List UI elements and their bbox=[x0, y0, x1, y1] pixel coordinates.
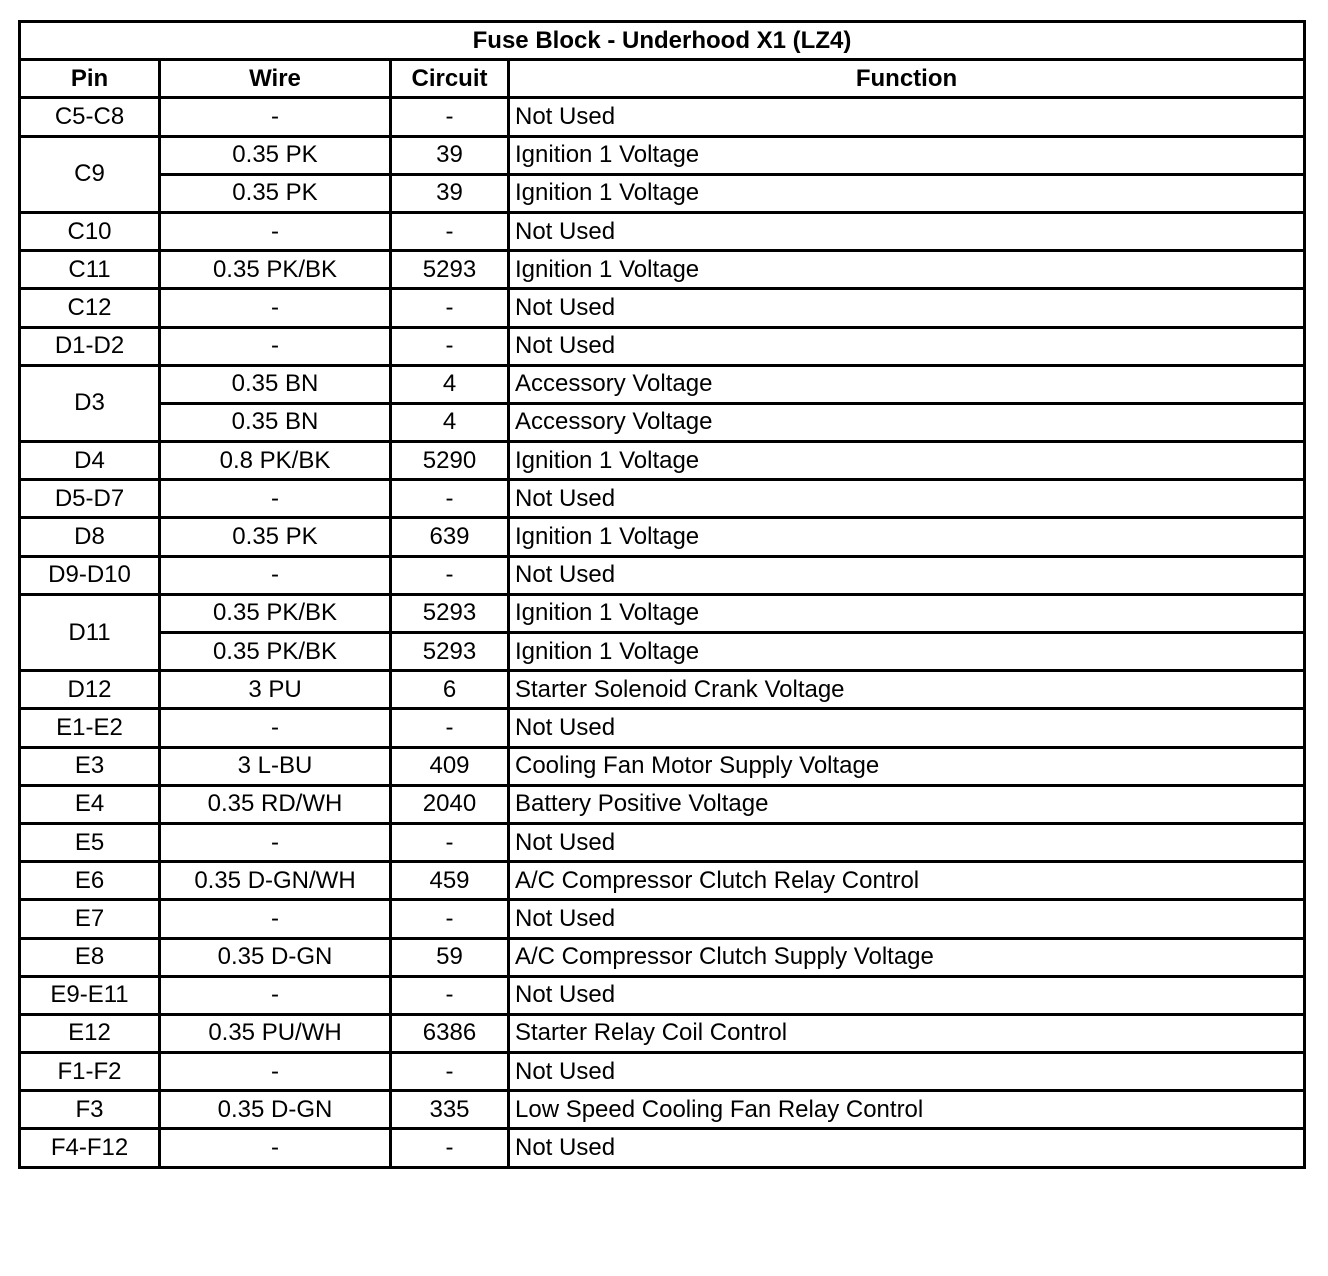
function-cell: Ignition 1 Voltage bbox=[509, 594, 1305, 632]
pin-cell: C9 bbox=[20, 136, 160, 212]
wire-cell: 3 PU bbox=[160, 671, 391, 709]
circuit-cell: 6 bbox=[391, 671, 509, 709]
pin-cell: E1-E2 bbox=[20, 709, 160, 747]
function-cell: Ignition 1 Voltage bbox=[509, 136, 1305, 174]
circuit-cell: 39 bbox=[391, 136, 509, 174]
function-cell: Not Used bbox=[509, 900, 1305, 938]
circuit-cell: 5293 bbox=[391, 251, 509, 289]
wire-cell: - bbox=[160, 212, 391, 250]
wire-cell: - bbox=[160, 98, 391, 136]
table-row bbox=[20, 938, 1305, 976]
table-row bbox=[20, 442, 1305, 480]
function-cell: Not Used bbox=[509, 556, 1305, 594]
table-row bbox=[20, 480, 1305, 518]
table-row bbox=[20, 976, 1305, 1014]
pin-cell: D11 bbox=[20, 594, 160, 670]
circuit-cell: - bbox=[391, 212, 509, 250]
table-row bbox=[20, 1129, 1305, 1167]
function-cell: Ignition 1 Voltage bbox=[509, 251, 1305, 289]
wire-cell: 0.35 PK bbox=[160, 518, 391, 556]
function-column-header: Function bbox=[509, 60, 1305, 98]
circuit-cell: 5293 bbox=[391, 633, 509, 671]
wire-cell: 0.35 BN bbox=[160, 403, 391, 441]
header-row bbox=[20, 60, 1305, 98]
wire-cell: - bbox=[160, 709, 391, 747]
pin-column-header: Pin bbox=[20, 60, 160, 98]
pin-cell: D12 bbox=[20, 671, 160, 709]
circuit-cell: - bbox=[391, 900, 509, 938]
circuit-cell: 4 bbox=[391, 365, 509, 403]
title-row bbox=[20, 22, 1305, 60]
function-cell: Not Used bbox=[509, 1053, 1305, 1091]
function-cell: Battery Positive Voltage bbox=[509, 785, 1305, 823]
table-row bbox=[20, 212, 1305, 250]
wire-cell: - bbox=[160, 1129, 391, 1167]
circuit-cell: 5290 bbox=[391, 442, 509, 480]
pin-cell: E7 bbox=[20, 900, 160, 938]
circuit-cell: 4 bbox=[391, 403, 509, 441]
wire-cell: - bbox=[160, 327, 391, 365]
pin-cell: E8 bbox=[20, 938, 160, 976]
pin-cell: C11 bbox=[20, 251, 160, 289]
pin-cell: D3 bbox=[20, 365, 160, 441]
table-row bbox=[20, 785, 1305, 823]
pin-cell: D4 bbox=[20, 442, 160, 480]
circuit-cell: - bbox=[391, 1053, 509, 1091]
table-row bbox=[20, 365, 1305, 403]
circuit-cell: - bbox=[391, 327, 509, 365]
pin-cell: D1-D2 bbox=[20, 327, 160, 365]
table-row bbox=[20, 747, 1305, 785]
wire-cell: 0.35 D-GN bbox=[160, 1091, 391, 1129]
pin-cell: D9-D10 bbox=[20, 556, 160, 594]
function-cell: Not Used bbox=[509, 327, 1305, 365]
wire-column-header: Wire bbox=[160, 60, 391, 98]
table-row bbox=[20, 174, 1305, 212]
table-title: Fuse Block - Underhood X1 (LZ4) bbox=[20, 22, 1305, 60]
wire-cell: 3 L-BU bbox=[160, 747, 391, 785]
function-cell: Ignition 1 Voltage bbox=[509, 633, 1305, 671]
pin-cell: E12 bbox=[20, 1014, 160, 1052]
wire-cell: 0.35 PK/BK bbox=[160, 633, 391, 671]
fuse-block-pinout-table bbox=[18, 20, 1306, 1169]
function-cell: Not Used bbox=[509, 976, 1305, 1014]
table-row bbox=[20, 1091, 1305, 1129]
pin-cell: C5-C8 bbox=[20, 98, 160, 136]
function-cell: A/C Compressor Clutch Relay Control bbox=[509, 862, 1305, 900]
table-row bbox=[20, 709, 1305, 747]
pin-cell: C12 bbox=[20, 289, 160, 327]
table-row bbox=[20, 327, 1305, 365]
pin-cell: E4 bbox=[20, 785, 160, 823]
table-row bbox=[20, 98, 1305, 136]
wire-cell: 0.8 PK/BK bbox=[160, 442, 391, 480]
circuit-cell: 6386 bbox=[391, 1014, 509, 1052]
circuit-cell: 335 bbox=[391, 1091, 509, 1129]
pin-cell: E5 bbox=[20, 823, 160, 861]
function-cell: Accessory Voltage bbox=[509, 365, 1305, 403]
function-cell: Not Used bbox=[509, 480, 1305, 518]
circuit-cell: 459 bbox=[391, 862, 509, 900]
function-cell: Not Used bbox=[509, 1129, 1305, 1167]
wire-cell: 0.35 RD/WH bbox=[160, 785, 391, 823]
function-cell: Not Used bbox=[509, 709, 1305, 747]
pin-cell: F1-F2 bbox=[20, 1053, 160, 1091]
table-row bbox=[20, 900, 1305, 938]
table-row bbox=[20, 1053, 1305, 1091]
wire-cell: - bbox=[160, 976, 391, 1014]
circuit-cell: 2040 bbox=[391, 785, 509, 823]
wire-cell: 0.35 PK/BK bbox=[160, 251, 391, 289]
circuit-cell: - bbox=[391, 709, 509, 747]
wire-cell: 0.35 PK bbox=[160, 174, 391, 212]
pin-cell: E3 bbox=[20, 747, 160, 785]
wire-cell: 0.35 D-GN/WH bbox=[160, 862, 391, 900]
table-row bbox=[20, 671, 1305, 709]
table-row bbox=[20, 1014, 1305, 1052]
wire-cell: - bbox=[160, 556, 391, 594]
table-row bbox=[20, 251, 1305, 289]
wire-cell: 0.35 PU/WH bbox=[160, 1014, 391, 1052]
function-cell: A/C Compressor Clutch Supply Voltage bbox=[509, 938, 1305, 976]
table-row bbox=[20, 633, 1305, 671]
pin-cell: E9-E11 bbox=[20, 976, 160, 1014]
circuit-cell: - bbox=[391, 98, 509, 136]
circuit-cell: 59 bbox=[391, 938, 509, 976]
table-row bbox=[20, 594, 1305, 632]
wire-cell: 0.35 PK bbox=[160, 136, 391, 174]
circuit-cell: - bbox=[391, 480, 509, 518]
pin-cell: D5-D7 bbox=[20, 480, 160, 518]
table-row bbox=[20, 403, 1305, 441]
function-cell: Accessory Voltage bbox=[509, 403, 1305, 441]
circuit-cell: - bbox=[391, 1129, 509, 1167]
pin-cell: F3 bbox=[20, 1091, 160, 1129]
circuit-cell: - bbox=[391, 289, 509, 327]
function-cell: Not Used bbox=[509, 823, 1305, 861]
pin-cell: C10 bbox=[20, 212, 160, 250]
function-cell: Cooling Fan Motor Supply Voltage bbox=[509, 747, 1305, 785]
function-cell: Not Used bbox=[509, 212, 1305, 250]
function-cell: Starter Solenoid Crank Voltage bbox=[509, 671, 1305, 709]
pin-cell: D8 bbox=[20, 518, 160, 556]
function-cell: Not Used bbox=[509, 289, 1305, 327]
function-cell: Ignition 1 Voltage bbox=[509, 442, 1305, 480]
circuit-cell: 639 bbox=[391, 518, 509, 556]
function-cell: Ignition 1 Voltage bbox=[509, 518, 1305, 556]
wire-cell: 0.35 PK/BK bbox=[160, 594, 391, 632]
table-row bbox=[20, 136, 1305, 174]
wire-cell: 0.35 D-GN bbox=[160, 938, 391, 976]
table-row bbox=[20, 556, 1305, 594]
function-cell: Low Speed Cooling Fan Relay Control bbox=[509, 1091, 1305, 1129]
wire-cell: - bbox=[160, 900, 391, 938]
circuit-cell: 5293 bbox=[391, 594, 509, 632]
circuit-cell: 409 bbox=[391, 747, 509, 785]
wire-cell: 0.35 BN bbox=[160, 365, 391, 403]
circuit-cell: - bbox=[391, 823, 509, 861]
wire-cell: - bbox=[160, 823, 391, 861]
pin-cell: F4-F12 bbox=[20, 1129, 160, 1167]
table-row bbox=[20, 518, 1305, 556]
table-body bbox=[20, 98, 1305, 1167]
function-cell: Starter Relay Coil Control bbox=[509, 1014, 1305, 1052]
pin-cell: E6 bbox=[20, 862, 160, 900]
function-cell: Not Used bbox=[509, 98, 1305, 136]
circuit-cell: - bbox=[391, 976, 509, 1014]
circuit-cell: - bbox=[391, 556, 509, 594]
function-cell: Ignition 1 Voltage bbox=[509, 174, 1305, 212]
table-row bbox=[20, 862, 1305, 900]
table-row bbox=[20, 289, 1305, 327]
circuit-column-header: Circuit bbox=[391, 60, 509, 98]
wire-cell: - bbox=[160, 480, 391, 518]
wire-cell: - bbox=[160, 289, 391, 327]
circuit-cell: 39 bbox=[391, 174, 509, 212]
table-row bbox=[20, 823, 1305, 861]
wire-cell: - bbox=[160, 1053, 391, 1091]
